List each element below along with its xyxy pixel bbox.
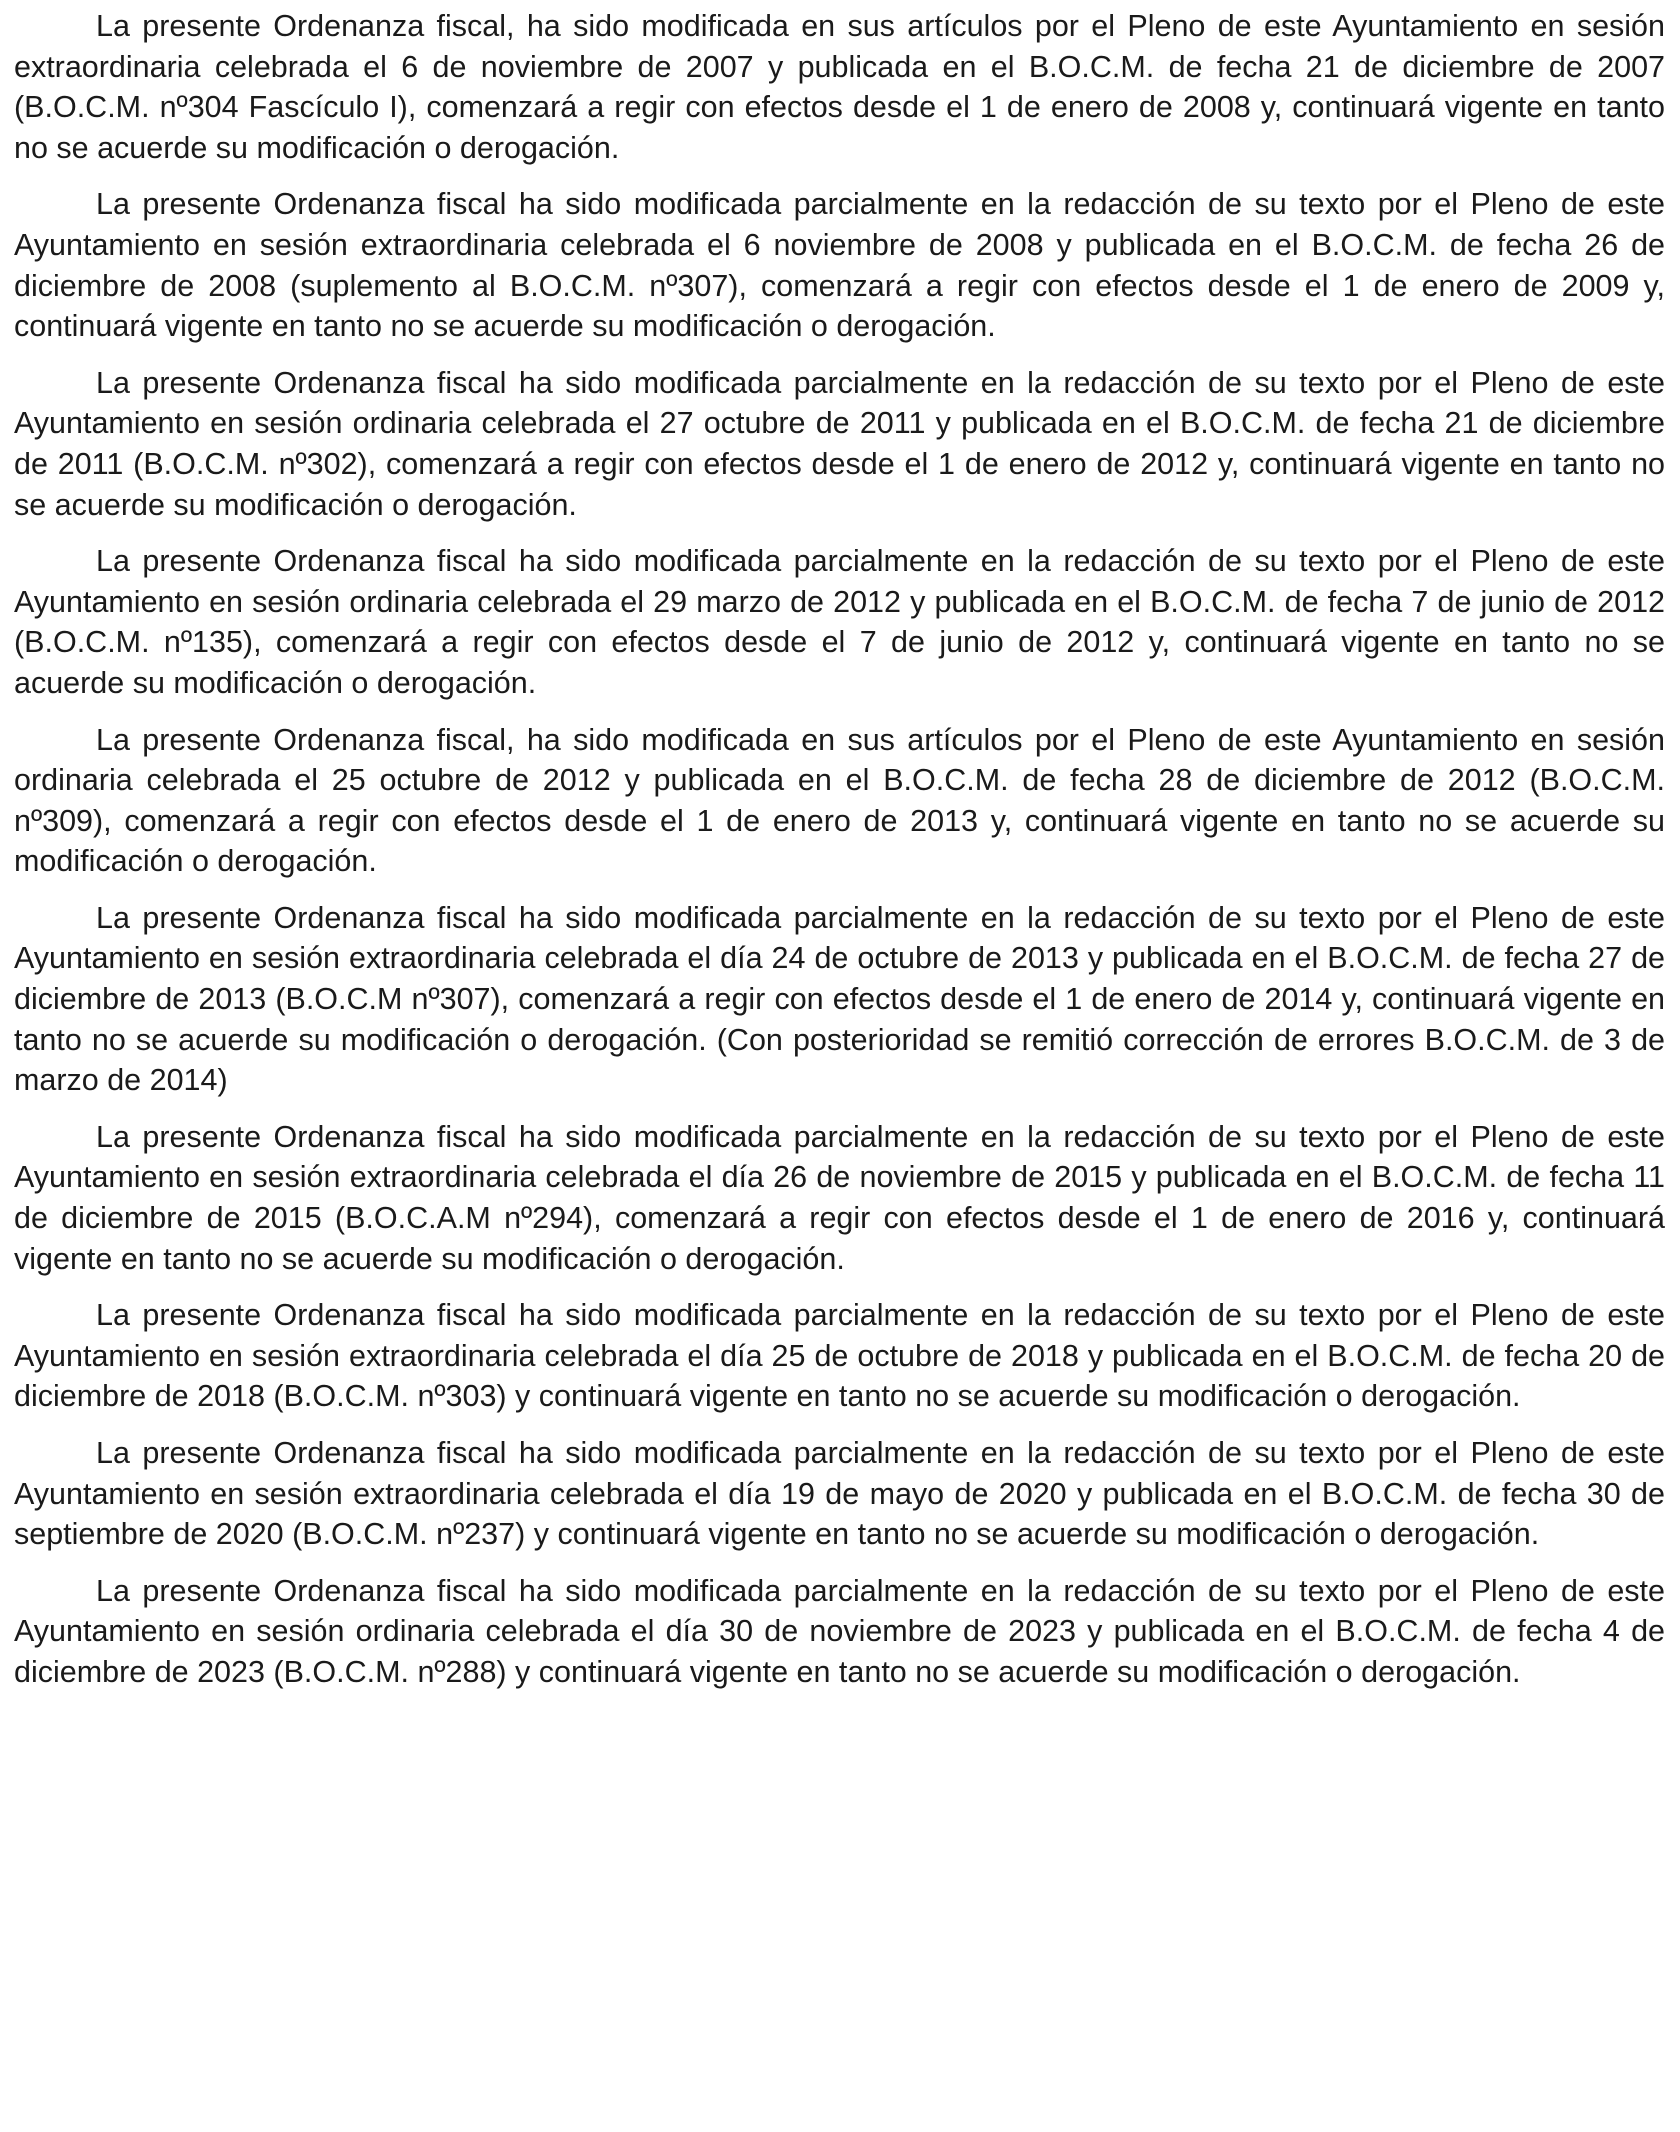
paragraph-2013: La presente Ordenanza fiscal ha sido modificada parcialmente en la redacción de su texto por el Pleno de este Ayuntamiento en sesión extraordinaria celebrada el día 24 de octubre de 2013 y publicada en el B.O.C.M. de fecha 27 de diciembre de 2013 (B.O.C.M nº307), comenzará a regir con efectos desde el 1 de enero de 2014 y, continuará vigente en tanto no se acuerde su modificación o derogación. (Con posterioridad se remitió corrección de errores B.O.C.M. de 3 de marzo de 2014) — [14, 900, 1665, 1098]
paragraph-2020: La presente Ordenanza fiscal ha sido modificada parcialmente en la redacción de su texto por el Pleno de este Ayuntamiento en sesión extraordinaria celebrada el día 19 de mayo de 2020 y publicada en el B.O.C.M. de fecha 30 de septiembre de 2020 (B.O.C.M. nº237) y continuará vigente en tanto no se acuerde su modificación o derogación. — [14, 1436, 1665, 1552]
paragraph-2023: La presente Ordenanza fiscal ha sido modificada parcialmente en la redacción de su texto por el Pleno de este Ayuntamiento en sesión ordinaria celebrada el día 30 de noviembre de 2023 y publicada en el B.O.C.M. de fecha 4 de diciembre de 2023 (B.O.C.M. nº288) y continuará vigente en tanto no se acuerde su modificación o derogación. — [14, 1573, 1665, 1689]
paragraph-2012-october: La presente Ordenanza fiscal, ha sido modificada en sus artículos por el Pleno de este Ayuntamiento en sesión ordinaria celebrada el 25 octubre de 2012 y publicada en el B.O.C.M. de fecha 28 de diciembre de 2012 (B.O.C.M. nº309), comenzará a regir con efectos desde el 1 de enero de 2013 y, continuará vigente en tanto no se acuerde su modificación o derogación. — [14, 722, 1665, 879]
paragraph-2007: La presente Ordenanza fiscal, ha sido modificada en sus artículos por el Pleno de este Ayuntamiento en sesión extraordinaria celebrada el 6 de noviembre de 2007 y publicada en el B.O.C.M. de fecha 21 de diciembre de 2007 (B.O.C.M. nº304 Fascículo I), comenzará a regir con efectos desde el 1 de enero de 2008 y, continuará vigente en tanto no se acuerde su modificación o derogación. — [14, 9, 1665, 165]
paragraph-2015: La presente Ordenanza fiscal ha sido modificada parcialmente en la redacción de su texto por el Pleno de este Ayuntamiento en sesión extraordinaria celebrada el día 26 de noviembre de 2015 y publicada en el B.O.C.M. de fecha 11 de diciembre de 2015 (B.O.C.A.M nº294), comenzará a regir con efectos desde el 1 de enero de 2016 y, continuará vigente en tanto no se acuerde su modificación o derogación. — [14, 1119, 1665, 1276]
paragraph-2018: La presente Ordenanza fiscal ha sido modificada parcialmente en la redacción de su texto por el Pleno de este Ayuntamiento en sesión extraordinaria celebrada el día 25 de octubre de 2018 y publicada en el B.O.C.M. de fecha 20 de diciembre de 2018 (B.O.C.M. nº303) y continuará vigente en tanto no se acuerde su modificación o derogación. — [14, 1298, 1665, 1414]
paragraph-2011: La presente Ordenanza fiscal ha sido modificada parcialmente en la redacción de su texto por el Pleno de este Ayuntamiento en sesión ordinaria celebrada el 27 octubre de 2011 y publicada en el B.O.C.M. de fecha 21 de diciembre de 2011 (B.O.C.M. nº302), comenzará a regir con efectos desde el 1 de enero de 2012 y, continuará vigente en tanto no se acuerde su modificación o derogación. — [14, 365, 1665, 522]
document-page — [14, 6, 1665, 1693]
paragraph-2008: La presente Ordenanza fiscal ha sido modificada parcialmente en la redacción de su texto por el Pleno de este Ayuntamiento en sesión extraordinaria celebrada el 6 noviembre de 2008 y publicada en el B.O.C.M. de fecha 26 de diciembre de 2008 (suplemento al B.O.C.M. nº307), comenzará a regir con efectos desde el 1 de enero de 2009 y, continuará vigente en tanto no se acuerde su modificación o derogación. — [14, 187, 1665, 344]
paragraph-2012-march: La presente Ordenanza fiscal ha sido modificada parcialmente en la redacción de su texto por el Pleno de este Ayuntamiento en sesión ordinaria celebrada el 29 marzo de 2012 y publicada en el B.O.C.M. de fecha 7 de junio de 2012 (B.O.C.M. nº135), comenzará a regir con efectos desde el 7 de junio de 2012 y, continuará vigente en tanto no se acuerde su modificación o derogación. — [14, 544, 1665, 700]
